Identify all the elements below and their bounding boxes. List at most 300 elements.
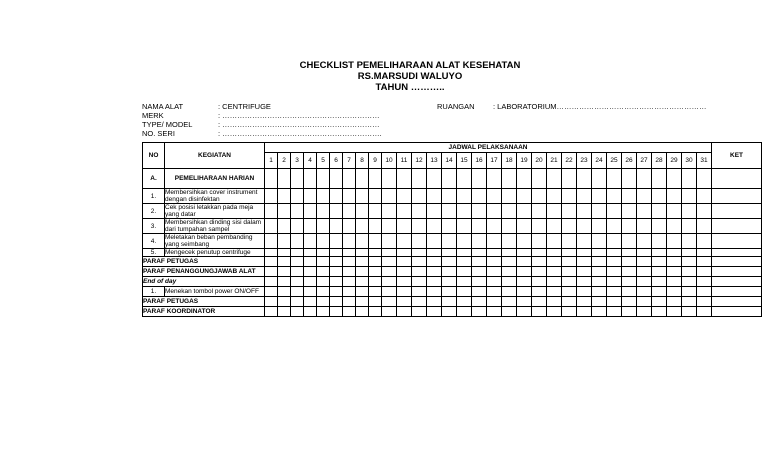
daily-item-day-cell[interactable] (502, 249, 517, 257)
paraf-koordinator-day-cell[interactable] (547, 307, 562, 317)
paraf-koordinator-day-cell[interactable] (652, 307, 667, 317)
paraf-koordinator-day-cell[interactable] (517, 307, 532, 317)
paraf-petugas-2-ket-cell[interactable] (712, 297, 762, 307)
daily-item-day-cell[interactable] (330, 204, 343, 219)
daily-item-day-cell[interactable] (697, 189, 712, 204)
paraf-penanggungjawab-day-cell[interactable] (369, 267, 382, 277)
paraf-petugas-2-day-cell[interactable] (291, 297, 304, 307)
paraf-koordinator-day-cell[interactable] (369, 307, 382, 317)
end-item-day-cell[interactable] (532, 287, 547, 297)
paraf-petugas-2-day-cell[interactable] (502, 297, 517, 307)
paraf-petugas-day-cell[interactable] (442, 257, 457, 267)
end-of-day-day-cell[interactable] (487, 277, 502, 287)
daily-item-ket-cell[interactable] (712, 204, 762, 219)
end-item-day-cell[interactable] (265, 287, 278, 297)
paraf-penanggungjawab-day-cell[interactable] (682, 267, 697, 277)
section-a-day-cell[interactable] (517, 169, 532, 189)
daily-item-day-cell[interactable] (682, 189, 697, 204)
daily-item-day-cell[interactable] (502, 219, 517, 234)
end-of-day-day-cell[interactable] (457, 277, 472, 287)
end-of-day-day-cell[interactable] (562, 277, 577, 287)
end-item-day-cell[interactable] (291, 287, 304, 297)
daily-item-day-cell[interactable] (472, 189, 487, 204)
end-of-day-day-cell[interactable] (330, 277, 343, 287)
daily-item-day-cell[interactable] (487, 249, 502, 257)
daily-item-day-cell[interactable] (532, 204, 547, 219)
end-of-day-day-cell[interactable] (412, 277, 427, 287)
daily-item-day-cell[interactable] (637, 189, 652, 204)
section-a-day-cell[interactable] (457, 169, 472, 189)
daily-item-day-cell[interactable] (502, 204, 517, 219)
daily-item-day-cell[interactable] (412, 249, 427, 257)
end-of-day-ket-cell[interactable] (712, 277, 762, 287)
daily-item-day-cell[interactable] (343, 189, 356, 204)
paraf-penanggungjawab-day-cell[interactable] (502, 267, 517, 277)
daily-item-day-cell[interactable] (607, 189, 622, 204)
section-a-day-cell[interactable] (472, 169, 487, 189)
daily-item-day-cell[interactable] (343, 204, 356, 219)
section-a-day-cell[interactable] (442, 169, 457, 189)
paraf-petugas-day-cell[interactable] (397, 257, 412, 267)
daily-item-day-cell[interactable] (442, 249, 457, 257)
daily-item-day-cell[interactable] (265, 249, 278, 257)
daily-item-day-cell[interactable] (369, 249, 382, 257)
daily-item-day-cell[interactable] (382, 219, 397, 234)
daily-item-day-cell[interactable] (330, 234, 343, 249)
daily-item-day-cell[interactable] (592, 219, 607, 234)
end-item-day-cell[interactable] (427, 287, 442, 297)
end-item-day-cell[interactable] (562, 287, 577, 297)
paraf-petugas-day-cell[interactable] (457, 257, 472, 267)
daily-item-day-cell[interactable] (317, 234, 330, 249)
daily-item-day-cell[interactable] (291, 249, 304, 257)
paraf-koordinator-day-cell[interactable] (637, 307, 652, 317)
daily-item-day-cell[interactable] (517, 189, 532, 204)
paraf-penanggungjawab-day-cell[interactable] (356, 267, 369, 277)
daily-item-day-cell[interactable] (317, 204, 330, 219)
paraf-petugas-2-day-cell[interactable] (472, 297, 487, 307)
paraf-petugas-day-cell[interactable] (278, 257, 291, 267)
paraf-koordinator-day-cell[interactable] (592, 307, 607, 317)
daily-item-day-cell[interactable] (382, 234, 397, 249)
paraf-petugas-2-day-cell[interactable] (577, 297, 592, 307)
paraf-petugas-day-cell[interactable] (382, 257, 397, 267)
daily-item-day-cell[interactable] (577, 189, 592, 204)
paraf-koordinator-day-cell[interactable] (457, 307, 472, 317)
paraf-penanggungjawab-day-cell[interactable] (607, 267, 622, 277)
paraf-penanggungjawab-day-cell[interactable] (547, 267, 562, 277)
daily-item-day-cell[interactable] (291, 189, 304, 204)
daily-item-day-cell[interactable] (343, 249, 356, 257)
daily-item-day-cell[interactable] (442, 219, 457, 234)
end-of-day-day-cell[interactable] (502, 277, 517, 287)
daily-item-day-cell[interactable] (265, 234, 278, 249)
end-of-day-day-cell[interactable] (343, 277, 356, 287)
daily-item-day-cell[interactable] (330, 219, 343, 234)
paraf-koordinator-day-cell[interactable] (291, 307, 304, 317)
paraf-petugas-2-day-cell[interactable] (652, 297, 667, 307)
daily-item-day-cell[interactable] (547, 189, 562, 204)
section-a-ket-cell[interactable] (712, 169, 762, 189)
section-a-day-cell[interactable] (637, 169, 652, 189)
paraf-koordinator-day-cell[interactable] (682, 307, 697, 317)
daily-item-day-cell[interactable] (356, 234, 369, 249)
daily-item-day-cell[interactable] (442, 204, 457, 219)
paraf-penanggungjawab-day-cell[interactable] (382, 267, 397, 277)
paraf-petugas-day-cell[interactable] (562, 257, 577, 267)
end-item-day-cell[interactable] (487, 287, 502, 297)
daily-item-day-cell[interactable] (532, 219, 547, 234)
daily-item-day-cell[interactable] (697, 249, 712, 257)
daily-item-day-cell[interactable] (472, 234, 487, 249)
end-of-day-day-cell[interactable] (442, 277, 457, 287)
daily-item-day-cell[interactable] (487, 234, 502, 249)
section-a-day-cell[interactable] (356, 169, 369, 189)
paraf-koordinator-day-cell[interactable] (607, 307, 622, 317)
paraf-penanggungjawab-day-cell[interactable] (442, 267, 457, 277)
paraf-koordinator-ket-cell[interactable] (712, 307, 762, 317)
paraf-petugas-2-day-cell[interactable] (637, 297, 652, 307)
paraf-koordinator-day-cell[interactable] (412, 307, 427, 317)
paraf-petugas-day-cell[interactable] (667, 257, 682, 267)
daily-item-day-cell[interactable] (457, 234, 472, 249)
paraf-koordinator-day-cell[interactable] (562, 307, 577, 317)
paraf-petugas-2-day-cell[interactable] (304, 297, 317, 307)
end-of-day-day-cell[interactable] (652, 277, 667, 287)
daily-item-day-cell[interactable] (291, 204, 304, 219)
end-item-day-cell[interactable] (412, 287, 427, 297)
end-item-day-cell[interactable] (577, 287, 592, 297)
section-a-day-cell[interactable] (317, 169, 330, 189)
paraf-petugas-day-cell[interactable] (637, 257, 652, 267)
end-of-day-day-cell[interactable] (369, 277, 382, 287)
paraf-penanggungjawab-day-cell[interactable] (562, 267, 577, 277)
paraf-petugas-day-cell[interactable] (547, 257, 562, 267)
end-of-day-day-cell[interactable] (382, 277, 397, 287)
daily-item-day-cell[interactable] (547, 204, 562, 219)
daily-item-day-cell[interactable] (607, 234, 622, 249)
daily-item-day-cell[interactable] (356, 249, 369, 257)
daily-item-day-cell[interactable] (622, 219, 637, 234)
section-a-day-cell[interactable] (682, 169, 697, 189)
daily-item-day-cell[interactable] (577, 249, 592, 257)
daily-item-day-cell[interactable] (412, 219, 427, 234)
paraf-koordinator-day-cell[interactable] (330, 307, 343, 317)
end-item-day-cell[interactable] (382, 287, 397, 297)
paraf-petugas-day-cell[interactable] (607, 257, 622, 267)
daily-item-day-cell[interactable] (382, 249, 397, 257)
daily-item-day-cell[interactable] (622, 189, 637, 204)
daily-item-day-cell[interactable] (412, 189, 427, 204)
paraf-penanggungjawab-day-cell[interactable] (577, 267, 592, 277)
daily-item-day-cell[interactable] (397, 249, 412, 257)
section-a-day-cell[interactable] (622, 169, 637, 189)
daily-item-day-cell[interactable] (667, 189, 682, 204)
paraf-petugas-day-cell[interactable] (317, 257, 330, 267)
daily-item-day-cell[interactable] (532, 189, 547, 204)
section-a-day-cell[interactable] (532, 169, 547, 189)
daily-item-day-cell[interactable] (304, 234, 317, 249)
paraf-petugas-2-day-cell[interactable] (278, 297, 291, 307)
daily-item-day-cell[interactable] (592, 204, 607, 219)
paraf-petugas-2-day-cell[interactable] (607, 297, 622, 307)
daily-item-day-cell[interactable] (330, 249, 343, 257)
paraf-penanggungjawab-day-cell[interactable] (697, 267, 712, 277)
paraf-petugas-day-cell[interactable] (577, 257, 592, 267)
daily-item-day-cell[interactable] (682, 204, 697, 219)
paraf-petugas-day-cell[interactable] (502, 257, 517, 267)
paraf-koordinator-day-cell[interactable] (317, 307, 330, 317)
daily-item-day-cell[interactable] (577, 219, 592, 234)
end-item-day-cell[interactable] (682, 287, 697, 297)
end-item-day-cell[interactable] (607, 287, 622, 297)
paraf-penanggungjawab-day-cell[interactable] (487, 267, 502, 277)
daily-item-day-cell[interactable] (667, 219, 682, 234)
daily-item-day-cell[interactable] (517, 249, 532, 257)
section-a-day-cell[interactable] (592, 169, 607, 189)
daily-item-day-cell[interactable] (278, 204, 291, 219)
daily-item-day-cell[interactable] (457, 219, 472, 234)
section-a-day-cell[interactable] (427, 169, 442, 189)
paraf-petugas-day-cell[interactable] (330, 257, 343, 267)
daily-item-day-cell[interactable] (652, 234, 667, 249)
daily-item-day-cell[interactable] (487, 219, 502, 234)
daily-item-day-cell[interactable] (652, 189, 667, 204)
section-a-day-cell[interactable] (562, 169, 577, 189)
end-of-day-day-cell[interactable] (637, 277, 652, 287)
daily-item-day-cell[interactable] (607, 219, 622, 234)
paraf-penanggungjawab-day-cell[interactable] (517, 267, 532, 277)
section-a-day-cell[interactable] (577, 169, 592, 189)
end-of-day-day-cell[interactable] (356, 277, 369, 287)
daily-item-day-cell[interactable] (652, 219, 667, 234)
daily-item-day-cell[interactable] (369, 189, 382, 204)
paraf-koordinator-day-cell[interactable] (382, 307, 397, 317)
section-a-day-cell[interactable] (278, 169, 291, 189)
section-a-day-cell[interactable] (607, 169, 622, 189)
paraf-petugas-2-day-cell[interactable] (697, 297, 712, 307)
daily-item-day-cell[interactable] (562, 234, 577, 249)
paraf-petugas-day-cell[interactable] (369, 257, 382, 267)
paraf-koordinator-day-cell[interactable] (397, 307, 412, 317)
daily-item-day-cell[interactable] (547, 219, 562, 234)
daily-item-day-cell[interactable] (369, 204, 382, 219)
daily-item-day-cell[interactable] (278, 219, 291, 234)
paraf-petugas-2-day-cell[interactable] (427, 297, 442, 307)
end-of-day-day-cell[interactable] (317, 277, 330, 287)
paraf-penanggungjawab-day-cell[interactable] (265, 267, 278, 277)
paraf-petugas-day-cell[interactable] (343, 257, 356, 267)
paraf-koordinator-day-cell[interactable] (502, 307, 517, 317)
daily-item-ket-cell[interactable] (712, 234, 762, 249)
daily-item-day-cell[interactable] (397, 219, 412, 234)
paraf-penanggungjawab-ket-cell[interactable] (712, 267, 762, 277)
daily-item-day-cell[interactable] (291, 219, 304, 234)
daily-item-day-cell[interactable] (517, 234, 532, 249)
paraf-koordinator-day-cell[interactable] (532, 307, 547, 317)
paraf-koordinator-day-cell[interactable] (343, 307, 356, 317)
paraf-penanggungjawab-day-cell[interactable] (330, 267, 343, 277)
end-item-day-cell[interactable] (697, 287, 712, 297)
daily-item-day-cell[interactable] (382, 204, 397, 219)
end-of-day-day-cell[interactable] (304, 277, 317, 287)
paraf-petugas-day-cell[interactable] (487, 257, 502, 267)
daily-item-day-cell[interactable] (697, 234, 712, 249)
end-of-day-day-cell[interactable] (397, 277, 412, 287)
section-a-day-cell[interactable] (397, 169, 412, 189)
end-of-day-day-cell[interactable] (577, 277, 592, 287)
end-item-day-cell[interactable] (442, 287, 457, 297)
daily-item-day-cell[interactable] (412, 234, 427, 249)
section-a-day-cell[interactable] (291, 169, 304, 189)
daily-item-day-cell[interactable] (652, 204, 667, 219)
daily-item-day-cell[interactable] (412, 204, 427, 219)
section-a-day-cell[interactable] (487, 169, 502, 189)
daily-item-day-cell[interactable] (317, 189, 330, 204)
daily-item-day-cell[interactable] (487, 189, 502, 204)
daily-item-day-cell[interactable] (356, 219, 369, 234)
daily-item-day-cell[interactable] (427, 219, 442, 234)
daily-item-day-cell[interactable] (472, 219, 487, 234)
daily-item-day-cell[interactable] (682, 249, 697, 257)
paraf-petugas-2-day-cell[interactable] (487, 297, 502, 307)
end-item-day-cell[interactable] (369, 287, 382, 297)
daily-item-day-cell[interactable] (343, 219, 356, 234)
daily-item-ket-cell[interactable] (712, 189, 762, 204)
end-item-day-cell[interactable] (330, 287, 343, 297)
daily-item-day-cell[interactable] (607, 204, 622, 219)
daily-item-day-cell[interactable] (637, 234, 652, 249)
end-item-day-cell[interactable] (457, 287, 472, 297)
daily-item-day-cell[interactable] (343, 234, 356, 249)
paraf-penanggungjawab-day-cell[interactable] (652, 267, 667, 277)
daily-item-day-cell[interactable] (592, 249, 607, 257)
paraf-petugas-day-cell[interactable] (622, 257, 637, 267)
daily-item-day-cell[interactable] (457, 249, 472, 257)
daily-item-day-cell[interactable] (265, 204, 278, 219)
daily-item-day-cell[interactable] (427, 234, 442, 249)
daily-item-day-cell[interactable] (397, 189, 412, 204)
paraf-koordinator-day-cell[interactable] (577, 307, 592, 317)
paraf-petugas-2-day-cell[interactable] (547, 297, 562, 307)
paraf-penanggungjawab-day-cell[interactable] (343, 267, 356, 277)
paraf-koordinator-day-cell[interactable] (304, 307, 317, 317)
daily-item-day-cell[interactable] (547, 249, 562, 257)
daily-item-ket-cell[interactable] (712, 219, 762, 234)
end-item-day-cell[interactable] (502, 287, 517, 297)
paraf-koordinator-day-cell[interactable] (356, 307, 369, 317)
paraf-petugas-2-day-cell[interactable] (562, 297, 577, 307)
paraf-petugas-day-cell[interactable] (412, 257, 427, 267)
daily-item-day-cell[interactable] (278, 249, 291, 257)
daily-item-day-cell[interactable] (442, 234, 457, 249)
daily-item-day-cell[interactable] (382, 189, 397, 204)
section-a-day-cell[interactable] (502, 169, 517, 189)
paraf-petugas-day-cell[interactable] (697, 257, 712, 267)
paraf-petugas-day-cell[interactable] (517, 257, 532, 267)
daily-item-day-cell[interactable] (697, 219, 712, 234)
paraf-petugas-2-day-cell[interactable] (369, 297, 382, 307)
end-of-day-day-cell[interactable] (607, 277, 622, 287)
daily-item-day-cell[interactable] (472, 204, 487, 219)
daily-item-day-cell[interactable] (265, 219, 278, 234)
section-a-day-cell[interactable] (369, 169, 382, 189)
paraf-petugas-day-cell[interactable] (356, 257, 369, 267)
daily-item-day-cell[interactable] (652, 249, 667, 257)
daily-item-day-cell[interactable] (265, 189, 278, 204)
section-a-day-cell[interactable] (667, 169, 682, 189)
paraf-petugas-2-day-cell[interactable] (343, 297, 356, 307)
paraf-koordinator-day-cell[interactable] (487, 307, 502, 317)
end-of-day-day-cell[interactable] (472, 277, 487, 287)
daily-item-day-cell[interactable] (622, 249, 637, 257)
daily-item-day-cell[interactable] (317, 219, 330, 234)
paraf-petugas-2-day-cell[interactable] (265, 297, 278, 307)
paraf-petugas-2-day-cell[interactable] (622, 297, 637, 307)
paraf-koordinator-day-cell[interactable] (265, 307, 278, 317)
paraf-petugas-day-cell[interactable] (291, 257, 304, 267)
paraf-penanggungjawab-day-cell[interactable] (622, 267, 637, 277)
paraf-petugas-2-day-cell[interactable] (667, 297, 682, 307)
daily-item-day-cell[interactable] (517, 204, 532, 219)
paraf-petugas-2-day-cell[interactable] (682, 297, 697, 307)
end-of-day-day-cell[interactable] (291, 277, 304, 287)
daily-item-day-cell[interactable] (622, 204, 637, 219)
daily-item-day-cell[interactable] (397, 204, 412, 219)
paraf-penanggungjawab-day-cell[interactable] (427, 267, 442, 277)
paraf-penanggungjawab-day-cell[interactable] (457, 267, 472, 277)
paraf-petugas-2-day-cell[interactable] (532, 297, 547, 307)
daily-item-day-cell[interactable] (427, 249, 442, 257)
end-of-day-day-cell[interactable] (622, 277, 637, 287)
paraf-petugas-2-day-cell[interactable] (442, 297, 457, 307)
daily-item-day-cell[interactable] (562, 189, 577, 204)
paraf-koordinator-day-cell[interactable] (278, 307, 291, 317)
paraf-petugas-2-day-cell[interactable] (356, 297, 369, 307)
daily-item-day-cell[interactable] (291, 234, 304, 249)
daily-item-day-cell[interactable] (369, 219, 382, 234)
daily-item-day-cell[interactable] (682, 219, 697, 234)
end-item-day-cell[interactable] (517, 287, 532, 297)
daily-item-day-cell[interactable] (577, 234, 592, 249)
daily-item-day-cell[interactable] (637, 249, 652, 257)
end-item-day-cell[interactable] (317, 287, 330, 297)
section-a-day-cell[interactable] (330, 169, 343, 189)
section-a-day-cell[interactable] (343, 169, 356, 189)
daily-item-day-cell[interactable] (457, 189, 472, 204)
daily-item-day-cell[interactable] (397, 234, 412, 249)
daily-item-day-cell[interactable] (592, 234, 607, 249)
daily-item-day-cell[interactable] (278, 189, 291, 204)
end-item-day-cell[interactable] (472, 287, 487, 297)
end-of-day-day-cell[interactable] (667, 277, 682, 287)
daily-item-day-cell[interactable] (356, 204, 369, 219)
paraf-petugas-day-cell[interactable] (682, 257, 697, 267)
paraf-petugas-day-cell[interactable] (592, 257, 607, 267)
end-item-day-cell[interactable] (547, 287, 562, 297)
paraf-petugas-2-day-cell[interactable] (382, 297, 397, 307)
end-item-day-cell[interactable] (304, 287, 317, 297)
paraf-petugas-ket-cell[interactable] (712, 257, 762, 267)
daily-item-day-cell[interactable] (577, 204, 592, 219)
daily-item-day-cell[interactable] (330, 189, 343, 204)
end-item-day-cell[interactable] (622, 287, 637, 297)
daily-item-day-cell[interactable] (502, 234, 517, 249)
end-of-day-day-cell[interactable] (592, 277, 607, 287)
daily-item-day-cell[interactable] (637, 219, 652, 234)
end-item-day-cell[interactable] (356, 287, 369, 297)
daily-item-day-cell[interactable] (667, 234, 682, 249)
